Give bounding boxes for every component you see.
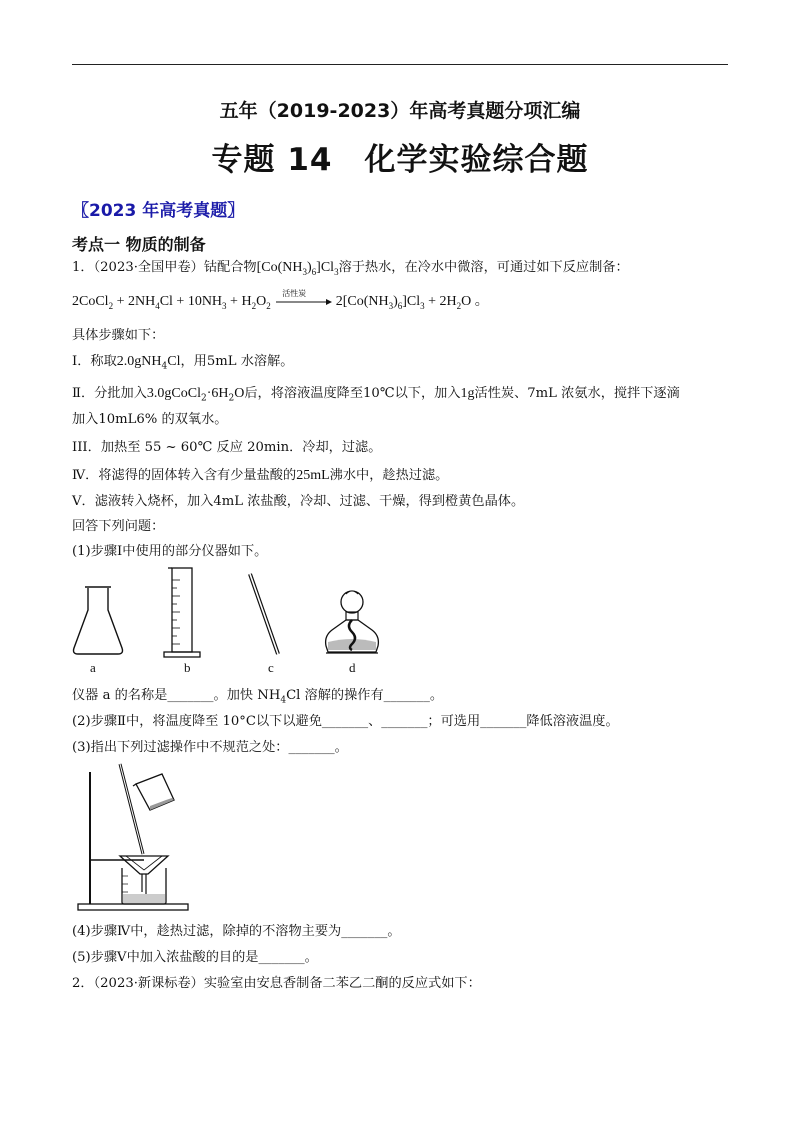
complex-formula: $[Co(NH_3)_6]Cl_3$ xyxy=(256,260,339,277)
step-5: Ⅴ．滤液转入烧杯，加入4mL 浓盐酸，冷却、过滤、干燥，得到橙黄色晶体。 xyxy=(72,494,525,509)
label-a: a xyxy=(90,660,96,675)
answer-prompt: 回答下列问题： xyxy=(72,519,165,534)
sub-question-2: (2)步骤Ⅱ中，将温度降至 10°C以下以避免_______、_______；可选用_______降低溶液温度。 xyxy=(72,714,619,729)
glass-rod-icon xyxy=(120,764,143,854)
sub-question-5: (5)步骤Ⅴ中加入浓盐酸的目的是_______。 xyxy=(72,950,318,965)
step-2-cont: 加入10mL6% 的双氧水。 xyxy=(72,412,228,427)
label-b: b xyxy=(184,660,191,675)
step-3: III．加热至 55 ~ 60℃ 反应 20min．冷却，过滤。 xyxy=(72,440,382,455)
funnel-icon xyxy=(120,856,168,894)
alcohol-lamp-icon xyxy=(326,591,379,653)
sub-question-4: (4)步骤Ⅳ中，趁热过滤，除掉的不溶物主要为_______。 xyxy=(72,924,401,939)
step-2: Ⅱ．分批加入$3.0gCoCl_2\cdot 6H_2O$后，将溶液温度降至10℃以下，加入1g活性炭、7mL 浓氨水，搅拌下逐滴 xyxy=(72,386,680,404)
sub-question-3: (3)指出下列过滤操作中不规范之处：_______。 xyxy=(72,740,348,755)
conical-flask-icon xyxy=(74,587,123,654)
glass-rod-icon xyxy=(250,574,278,654)
section-heading: 〖2023 年高考真题〗 xyxy=(72,201,245,221)
page-title: 五年（2019-2023）年高考真题分项汇编 xyxy=(219,100,581,122)
sub-question-1-answer: 仪器 a 的名称是_______。加快 $NH_4Cl$ 溶解的操作有_______。 xyxy=(72,688,444,706)
page-subtitle: 专题 14 化学实验综合题 xyxy=(211,142,589,178)
q2-intro: 2．（2023·新课标卷）实验室由安息香制备二苯乙二酮的反应式如下： xyxy=(72,976,481,991)
q1-intro: 1．（2023·全国甲卷）钴配合物$[Co(NH_3)_6]Cl_3$溶于热水，在冷水中微溶，可通过如下反应制备： xyxy=(72,260,629,277)
label-c: c xyxy=(268,660,274,675)
arrow-icon xyxy=(274,295,332,309)
reaction-arrow xyxy=(274,288,332,309)
sub-question-1: (1)步骤Ⅰ中使用的部分仪器如下。 xyxy=(72,544,268,559)
label-d: d xyxy=(349,660,356,675)
reaction-equation: 2CoCl$_2$ + $2NH_4Cl + 10NH_3 + H_2O_2$ 活性炭 $2[Co(NH_3)_6]Cl_3 + 2H_2O$ 。 xyxy=(72,292,489,316)
iron-stand-icon xyxy=(78,772,188,910)
filtration-figure xyxy=(70,756,210,916)
steps-title: 具体步骤如下： xyxy=(72,328,165,343)
topic-heading: 考点一 物质的制备 xyxy=(72,235,206,254)
top-rule xyxy=(72,64,728,65)
catalyst-label: 活性炭 xyxy=(282,288,307,298)
pouring-beaker-icon xyxy=(133,774,174,810)
graduated-cylinder-icon xyxy=(164,568,200,657)
step-4: Ⅳ．将滤得的固体转入含有少量盐酸的25mL沸水中，趁热过滤。 xyxy=(72,468,449,483)
step-1: Ⅰ．称取2.0gNH$_4$Cl，用5mL 水溶解。 xyxy=(72,354,294,372)
